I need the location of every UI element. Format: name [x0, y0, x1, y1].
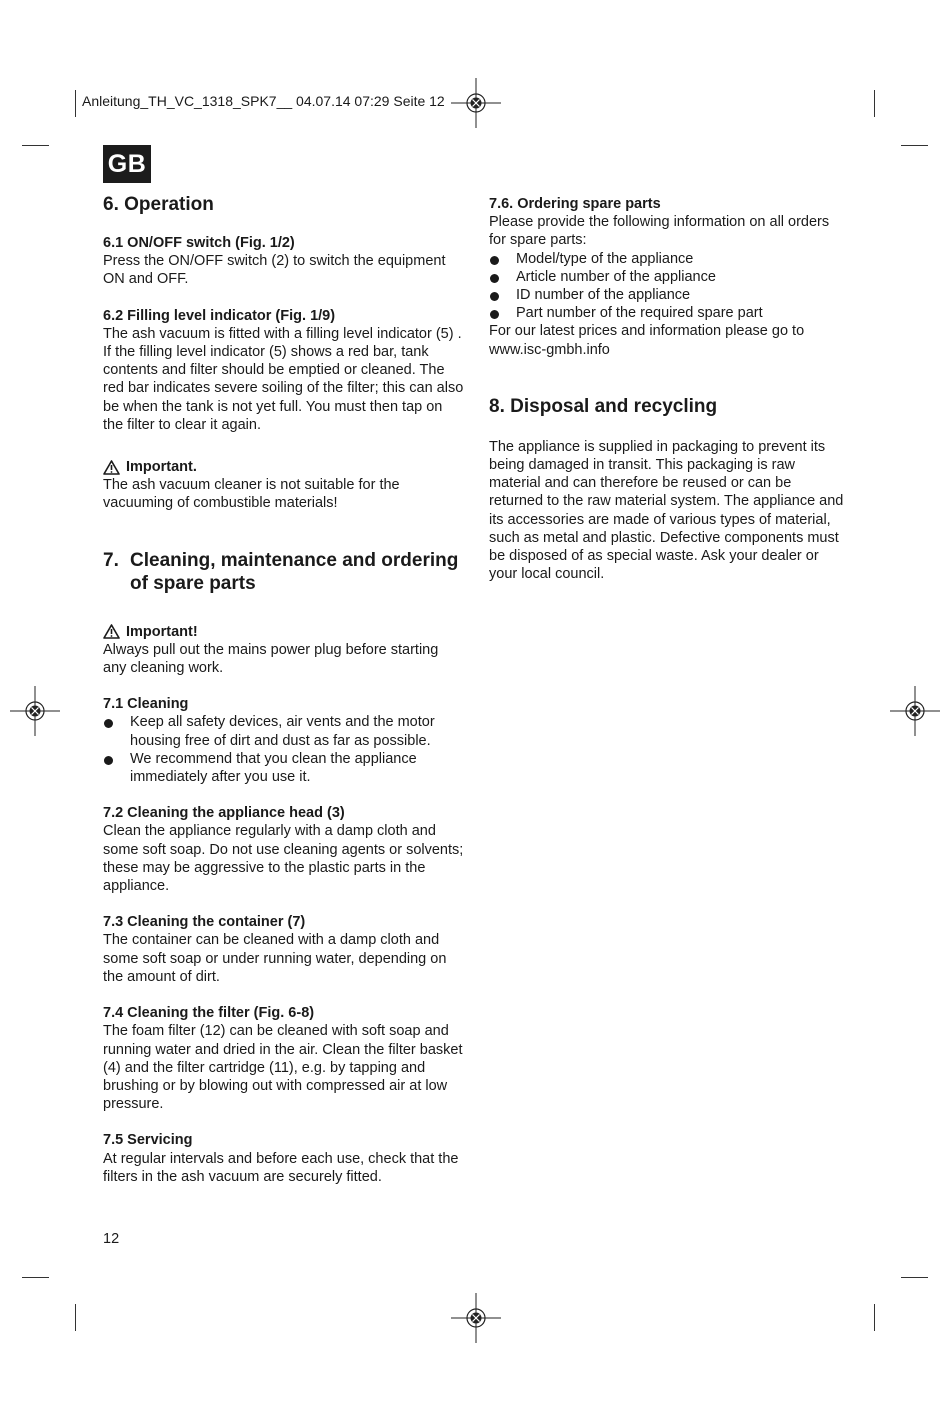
section-7-title-text: Cleaning, maintenance and ordering of spare parts [130, 549, 459, 594]
section-8-title [489, 395, 849, 418]
section-7-1-heading: 7.1 Cleaning [103, 696, 189, 713]
section-7-important-label: Important! [126, 623, 198, 640]
section-7-title [103, 549, 465, 595]
section-7-4-heading: 7.4 Cleaning the filter (Fig. 6-8) [103, 1005, 315, 1022]
list-item: Part number of the required spare part [489, 304, 849, 322]
left-column [103, 193, 465, 1186]
page-number: 12 [103, 1231, 120, 1247]
registration-mark-top-icon [451, 78, 501, 128]
crop-mark-top-left-vertical [75, 90, 76, 117]
section-6-important-body: The ash vacuum cleaner is not suitable for the vacuuming of combustible materials! [103, 477, 400, 512]
section-7-3-heading: 7.3 Cleaning the container (7) [103, 914, 306, 931]
section-7-2-heading: 7.2 Cleaning the appliance head (3) [103, 805, 345, 822]
section-7-important-heading [103, 623, 465, 641]
registration-mark-right-icon [890, 686, 940, 736]
warning-triangle-icon [103, 624, 120, 639]
section-7-4-body: The foam filter (12) can be cleaned with soft soap and running water and dried in the air. Clean the filter basket (4) and the filter cartridge (11), e.g. by tapping and brushing or by blowing out with compressed air at low pressure. [103, 1023, 463, 1113]
list-item: Model/type of the appliance [489, 250, 849, 268]
language-badge: GB [103, 145, 151, 183]
section-6-1-heading: 6.1 ON/OFF switch (Fig. 1/2) [103, 235, 295, 251]
section-6-number: 6. [103, 194, 119, 215]
section-7-number: 7. [103, 549, 119, 571]
list-item: Article number of the appliance [489, 268, 849, 286]
right-column [489, 195, 849, 583]
list-item: We recommend that you clean the appliance immediately after you use it. [103, 750, 465, 786]
crop-mark-top-right-vertical [874, 90, 875, 117]
section-8-number: 8. [489, 395, 505, 417]
crop-mark-bottom-left-horizontal [22, 1277, 49, 1278]
section-8-title-text: Disposal and recycling [510, 395, 718, 417]
section-7-5-body: At regular intervals and before each use, check that the filters in the ash vacuum are securely fitted. [103, 1150, 459, 1185]
print-header-file-info: Anleitung_TH_VC_1318_SPK7__ 04.07.14 07:29 Seite 12 [82, 93, 445, 109]
section-7-3-body: The container can be cleaned with a damp cloth and some soft soap or under running water, depending on the amount of dirt. [103, 932, 447, 985]
section-7-1-list [103, 713, 465, 786]
section-6-important-label: Important. [126, 459, 197, 476]
section-6-title-text: Operation [124, 194, 214, 215]
crop-mark-bottom-right-horizontal [901, 1277, 928, 1278]
section-7-important-body: Always pull out the mains power plug before starting any cleaning work. [103, 641, 439, 677]
crop-mark-bottom-left-vertical [75, 1304, 76, 1331]
section-7-6-list [489, 250, 849, 323]
crop-mark-top-right-horizontal [901, 145, 928, 146]
section-6-2-body: The ash vacuum is fitted with a filling level indicator (5) . If the filling level indicator (5) shows a red bar, tank contents and filter should be emptied or cleaned. The red bar indicates severe soiling of the filter; this can also be when the tank is not yet full. You must then tap on the filter to clear it again. [103, 325, 464, 433]
section-6-important-heading [103, 458, 465, 476]
section-7-6-heading: 7.6. Ordering spare parts [489, 196, 661, 212]
section-6-title [103, 193, 465, 216]
section-8-body: The appliance is supplied in packaging to prevent its being damaged in transit. This packaging is raw material and can therefore be reused or can be returned to the raw material system. The appliance and its accessories are made of various types of material, such as metal and plastic. Defective components must be disposed of as special waste. Ask your dealer or your local council. [489, 438, 844, 583]
section-6-2-heading: 6.2 Filling level indicator (Fig. 1/9) [103, 307, 336, 324]
crop-mark-top-left-horizontal [22, 145, 49, 146]
section-7-6-intro: Please provide the following information on all orders for spare parts: [489, 214, 830, 249]
section-7-2-body: Clean the appliance regularly with a damp cloth and some soft soap. Do not use cleaning agents or solvents; these may be aggressive to the plastic parts in the appliance. [103, 823, 464, 895]
registration-mark-left-icon [10, 686, 60, 736]
crop-mark-bottom-right-vertical [874, 1304, 875, 1331]
section-7-5-heading: 7.5 Servicing [103, 1132, 193, 1149]
registration-mark-bottom-icon [451, 1293, 501, 1343]
section-6-1-body: Press the ON/OFF switch (2) to switch the equipment ON and OFF. [103, 253, 446, 288]
warning-triangle-icon [103, 460, 120, 475]
list-item: ID number of the appliance [489, 286, 849, 304]
list-item: Keep all safety devices, air vents and the motor housing free of dirt and dust as far as possible. [103, 713, 465, 749]
section-7-6-outro: For our latest prices and information please go to www.isc-gmbh.info [489, 323, 805, 358]
